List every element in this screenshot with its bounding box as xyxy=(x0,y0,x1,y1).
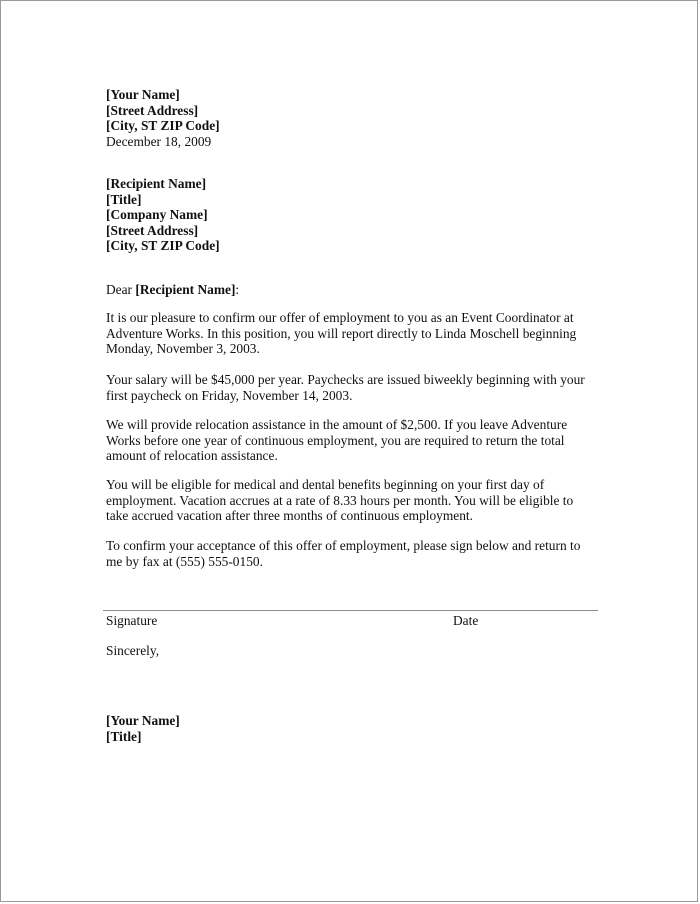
date-label: Date xyxy=(453,613,479,628)
closing-text: Sincerely, xyxy=(106,643,160,658)
salutation-name: [Recipient Name] xyxy=(135,282,236,297)
salutation-prefix: Dear xyxy=(106,282,136,297)
sender-name: [Your Name] xyxy=(106,87,180,102)
recipient-address xyxy=(106,176,598,254)
letter-date: December 18, 2009 xyxy=(106,133,212,149)
signer-name: [Your Name] xyxy=(106,713,180,728)
recipient-street: [Street Address] xyxy=(106,222,199,238)
sender-address xyxy=(106,87,598,149)
paragraph-acceptance: To confirm your acceptance of this offer of employment, please sign below and return to me by fax at (555) 555-0150. xyxy=(106,538,581,569)
signature-label: Signature xyxy=(106,613,158,628)
salutation-suffix: : xyxy=(235,282,240,297)
recipient-city: [City, ST ZIP Code] xyxy=(106,238,220,254)
closing xyxy=(106,643,598,659)
paragraph-benefits: You will be eligible for medical and dental benefits beginning on your first day of employment. Vacation accrues at a rate of 8.33 hours per month. You will be eligible to take accrued vacation after three months of continuous employment. xyxy=(106,477,574,524)
salutation xyxy=(106,282,598,298)
signer-title: [Title] xyxy=(106,728,142,744)
signature-line xyxy=(103,610,598,611)
paragraph-relocation: We will provide relocation assistance in the amount of $2,500. If you leave Adventure Works before one year of continuous employment, you are required to return the total amount of relocation assistance. xyxy=(106,417,568,464)
signer-block xyxy=(106,713,598,744)
recipient-title: [Title] xyxy=(106,191,142,207)
recipient-name: [Recipient Name] xyxy=(106,176,207,191)
paragraph-salary: Your salary will be $45,000 per year. Paychecks are issued biweekly beginning with your first paycheck on Friday, November 14, 2003. xyxy=(106,372,585,403)
recipient-company: [Company Name] xyxy=(106,207,208,223)
paragraph-offer: It is our pleasure to confirm our offer of employment to you as an Event Coordinator at Adventure Works. In this position, you will report directly to Linda Moschell beginning Monday, November 3, 2003. xyxy=(106,310,577,357)
sender-city: [City, ST ZIP Code] xyxy=(106,118,220,134)
sender-street: [Street Address] xyxy=(106,102,199,118)
